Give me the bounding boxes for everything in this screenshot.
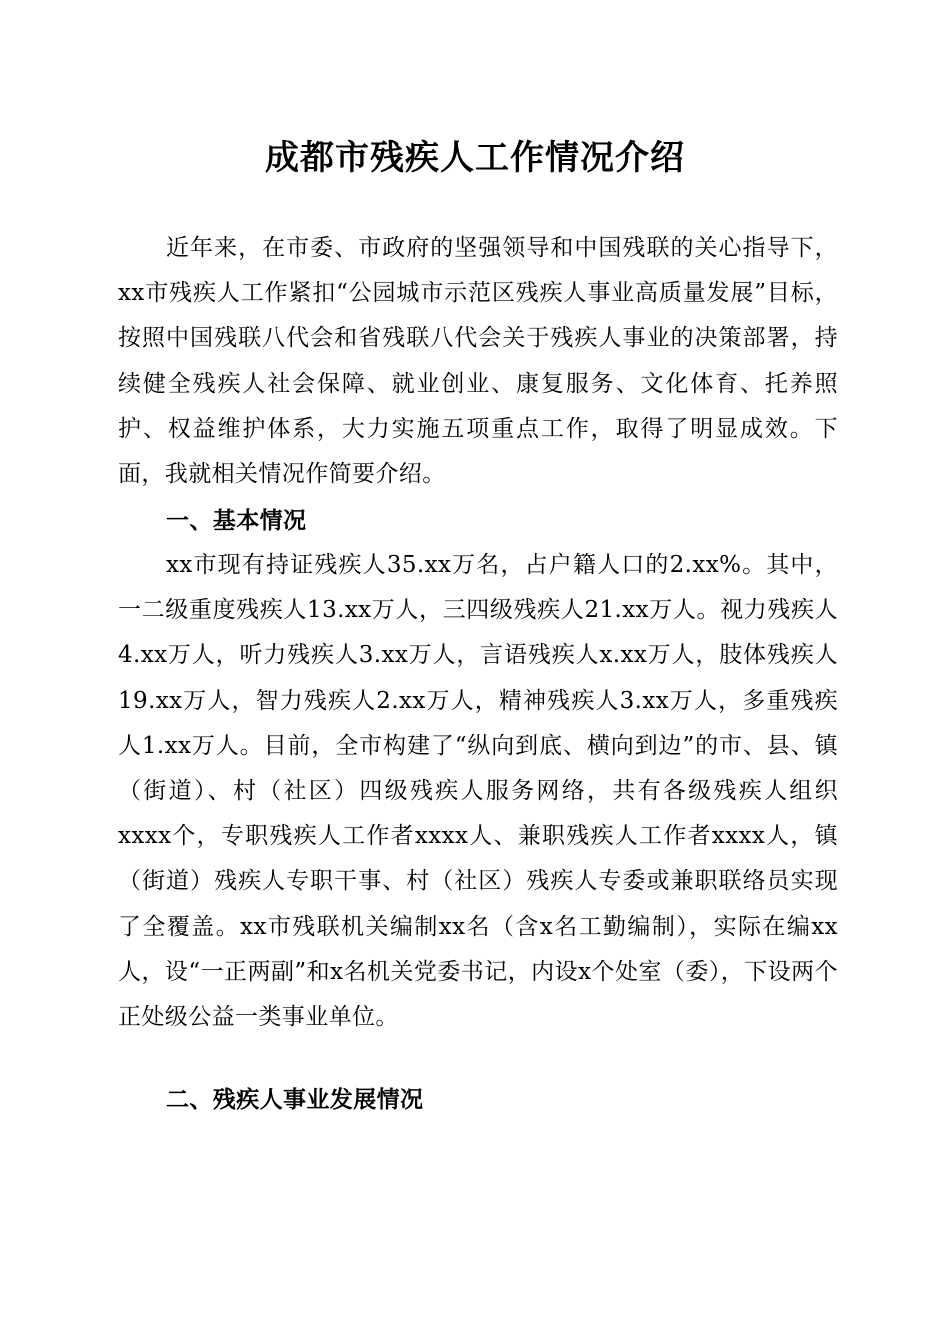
basic-situation-paragraph: xx市现有持证残疾人35.xx万名，占户籍人口的2.xx%。其中，一二级重度残疾人13.xx万人，三四级残疾人21.xx万人。视力残疾人4.xx万人，听力残疾人3.xx万人，言语残疾人x.xx万人，肢体残疾人19.xx万人，智力残疾人2.xx万人，精神残疾人3.xx万人，多重残疾人1.xx万人。目前，全市构建了“纵向到底、横向到边”的市、县、镇（街道）、村（社区）四级残疾人服务网络，共有各级残疾人组织xxxx个，专职残疾人工作者xxxx人、兼职残疾人工作者xxxx人，镇（街道）残疾人专职干事、村（社区）残疾人专委或兼职联络员实现了全覆盖。xx市残联机关编制xx名（含x名工勤编制），实际在编xx人，设“一正两副”和x名机关党委书记，内设x个处室（委），下设两个正处级公益一类事业单位。 (118, 552, 838, 1031)
section-heading-development: 二、残疾人事业发展情况 (166, 1086, 424, 1113)
document-title: 成都市残疾人工作情况介绍 (265, 138, 685, 178)
section-heading-basic-situation: 一、基本情况 (166, 507, 307, 534)
intro-paragraph: 近年来，在市委、市政府的坚强领导和中国残联的关心指导下，xx市残疾人工作紧扣“公园城市示范区残疾人事业高质量发展”目标，按照中国残联八代会和省残联八代会关于残疾人事业的决策部署，持续健全残疾人社会保障、就业创业、康复服务、文化体育、托养照护、权益维护体系，大力实施五项重点工作，取得了明显成效。下面，我就相关情况作简要介绍。 (118, 235, 838, 488)
